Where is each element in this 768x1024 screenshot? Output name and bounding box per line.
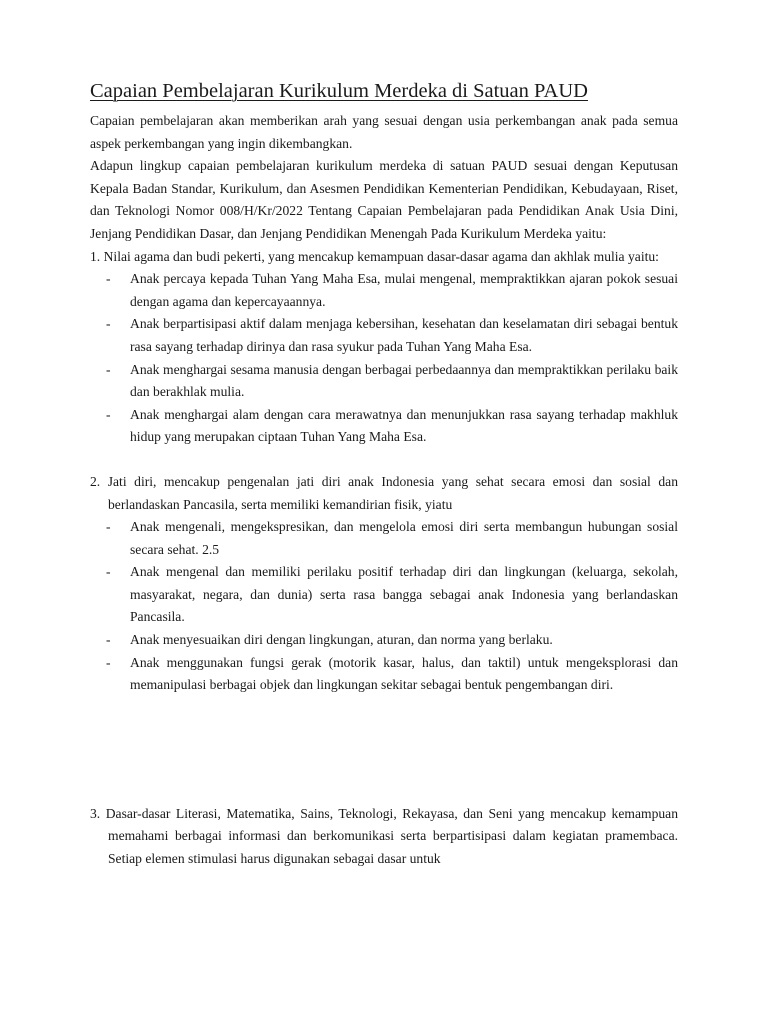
list-item-text: Anak berpartisipasi aktif dalam menjaga kebersihan, kesehatan dan keselamatan diri sebagai bentuk rasa sayang terhadap dirinya dan rasa syukur pada Tuhan Yang Maha Esa. <box>130 316 678 354</box>
section-3-heading: 3. Dasar-dasar Literasi, Matematika, Sains, Teknologi, Rekayasa, dan Seni yang mencakup kemampuan memahami berbagai informasi dan berkomunikasi serta berpartisipasi dalam kegiatan pramembaca. Setiap elemen stimulasi harus digunakan sebagai dasar untuk <box>90 805 678 867</box>
list-item <box>90 313 678 358</box>
scope-paragraph: Adapun lingkup capaian pembelajaran kurikulum merdeka di satuan PAUD sesuai dengan Keputusan Kepala Badan Standar, Kurikulum, dan Asesmen Pendidikan Kementerian Pendidikan, Kebudayaan, Riset, dan Teknologi Nomor 008/H/Kr/2022 Tentang Capaian Pembelajaran pada Pendidikan Anak Usia Dini, Jenjang Pendidikan Dasar, dan Jenjang Pendidikan Menengah Pada Kurikulum Merdeka yaitu: <box>90 158 678 241</box>
list-item <box>90 404 678 449</box>
list-item-text: Anak mengenal dan memiliki perilaku positif terhadap diri dan lingkungan (keluarga, sekolah, masyarakat, negara, dan dunia) serta rasa bangga sebagai anak Indonesia yang berlandaskan Pancasila. <box>130 564 678 625</box>
bullet-dash: - <box>106 654 111 670</box>
bullet-dash: - <box>106 271 111 287</box>
section-1-heading: 1. Nilai agama dan budi pekerti, yang mencakup kemampuan dasar-dasar agama dan akhlak mulia yaitu: <box>90 248 659 264</box>
bullet-dash: - <box>106 361 111 377</box>
list-item-text: Anak menghargai alam dengan cara merawatnya dan menunjukkan rasa sayang terhadap makhluk hidup yang merupakan ciptaan Tuhan Yang Maha Esa. <box>130 406 678 445</box>
list-item <box>90 359 678 404</box>
intro-paragraph: Capaian pembelajaran akan memberikan arah yang sesuai dengan usia perkembangan anak pada semua aspek perkembangan yang ingin dikembangkan. <box>90 113 678 151</box>
list-item-text: Anak menyesuaikan diri dengan lingkungan, aturan, dan norma yang berlaku. <box>130 632 553 648</box>
list-item <box>90 268 678 313</box>
list-item <box>90 652 678 697</box>
list-item-text: Anak menghargai sesama manusia dengan berbagai perbedaannya dan mempraktikkan perilaku baik dan berakhlak mulia. <box>130 361 678 400</box>
section-2-heading: 2. Jati diri, mencakup pengenalan jati diri anak Indonesia yang sehat secara emosi dan sosial dan berlandaskan Pancasila, serta memiliki kemandirian fisik, yiatu <box>90 473 678 512</box>
bullet-dash: - <box>106 316 111 332</box>
list-item <box>90 516 678 561</box>
bullet-dash: - <box>106 632 111 648</box>
spacer <box>90 449 678 471</box>
list-item-text: Anak mengenali, mengekspresikan, dan mengelola emosi diri serta membangun hubungan sosial secara sehat. 2.5 <box>130 519 678 557</box>
spacer <box>90 697 678 803</box>
section-1-list <box>90 268 678 449</box>
section-2-list <box>90 516 678 697</box>
bullet-dash: - <box>106 406 111 422</box>
list-item <box>90 629 678 652</box>
list-item <box>90 561 678 629</box>
list-item-text: Anak percaya kepada Tuhan Yang Maha Esa, mulai mengenal, mempraktikkan ajaran pokok sesuai dengan agama dan kepercayaannya. <box>130 271 678 309</box>
document-title: Capaian Pembelajaran Kurikulum Merdeka di Satuan PAUD <box>90 80 588 102</box>
bullet-dash: - <box>106 519 111 535</box>
list-item-text: Anak menggunakan fungsi gerak (motorik kasar, halus, dan taktil) untuk mengeksplorasi dan memanipulasi berbagai objek dan lingkungan sekitar sebagai bentuk pengembangan diri. <box>130 654 678 693</box>
bullet-dash: - <box>106 564 111 580</box>
document-page <box>90 78 678 871</box>
